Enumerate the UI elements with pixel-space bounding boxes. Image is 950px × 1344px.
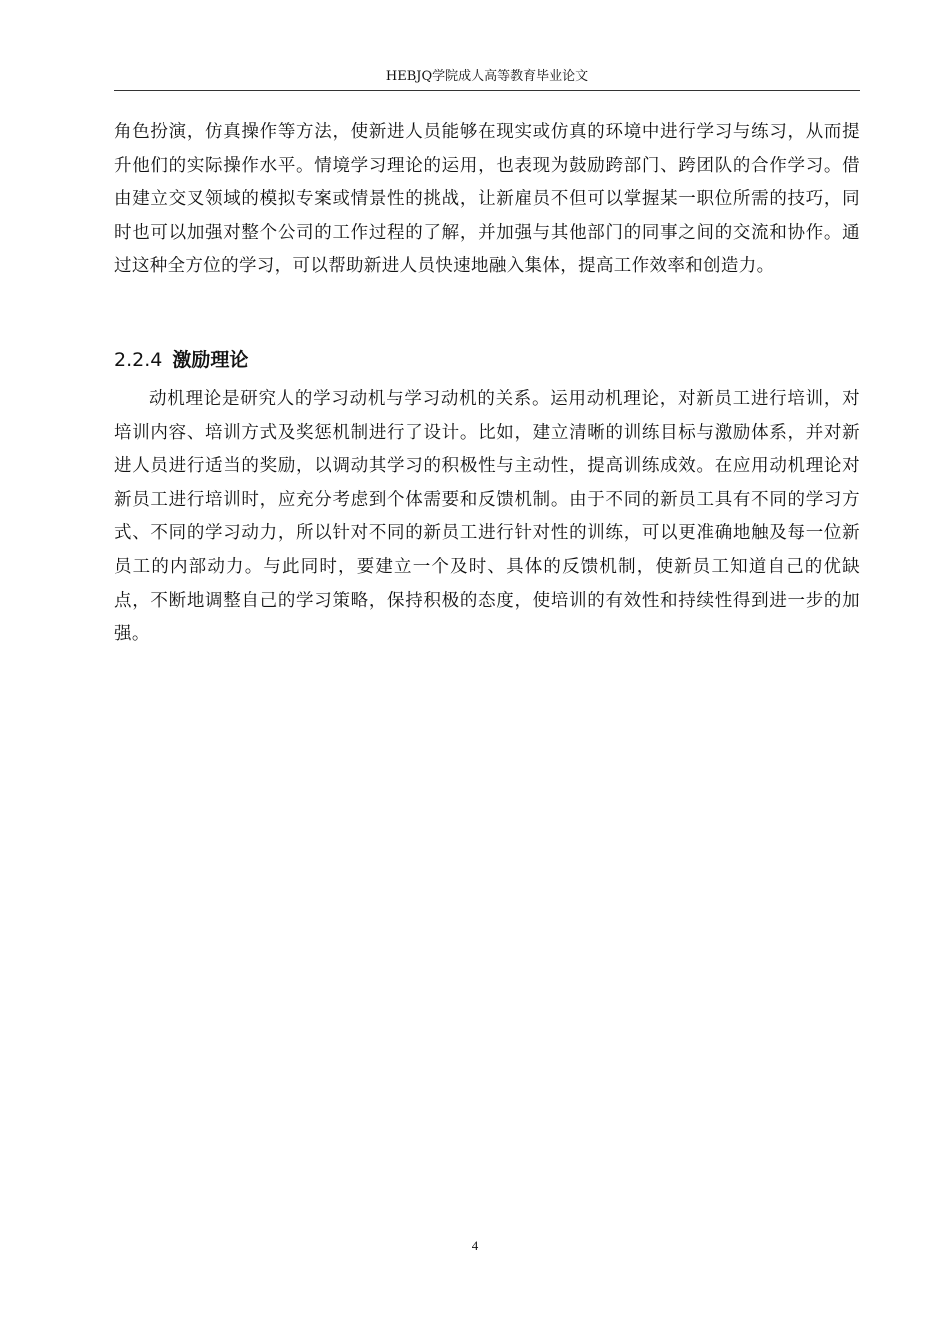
header-rule xyxy=(114,90,860,91)
body-paragraph-2: 动机理论是研究人的学习动机与学习动机的关系。运用动机理论，对新员工进行培训，对培训内容、培训方式及奖惩机制进行了设计。比如，建立清晰的训练目标与激励体系，并对新进人员进行适当的奖励，以调动其学习的积极性与主动性，提高训练成效。在应用动机理论对新员工进行培训时，应充分考虑到个体需要和反馈机制。由于不同的新员工具有不同的学习方式、不同的学习动力，所以针对不同的新员工进行针对性的训练，可以更准确地触及每一位新员工的内部动力。与此同时，要建立一个及时、具体的反馈机制，使新员工知道自己的优缺点，不断地调整自己的学习策略，保持积极的态度，使培训的有效性和持续性得到进一步的加强。 xyxy=(114,389,860,645)
section-number: 2.2.4 xyxy=(114,349,163,371)
page-number: 4 xyxy=(471,1238,479,1253)
body-paragraph-1: 角色扮演，仿真操作等方法，使新进人员能够在现实或仿真的环境中进行学习与练习，从而提升他们的实际操作水平。情境学习理论的运用，也表现为鼓励跨部门、跨团队的合作学习。借由建立交叉领域的模拟专案或情景性的挑战，让新雇员不但可以掌握某一职位所需的技巧，同时也可以加强对整个公司的工作过程的了解，并加强与其他部门的同事之间的交流和协作。通过这种全方位的学习，可以帮助新进人员快速地融入集体，提高工作效率和创造力。 xyxy=(114,122,860,277)
section-heading xyxy=(114,345,248,375)
running-header: HEBJQ学院成人高等教育毕业论文 xyxy=(385,69,589,84)
section-title: 激励理论 xyxy=(172,349,249,371)
